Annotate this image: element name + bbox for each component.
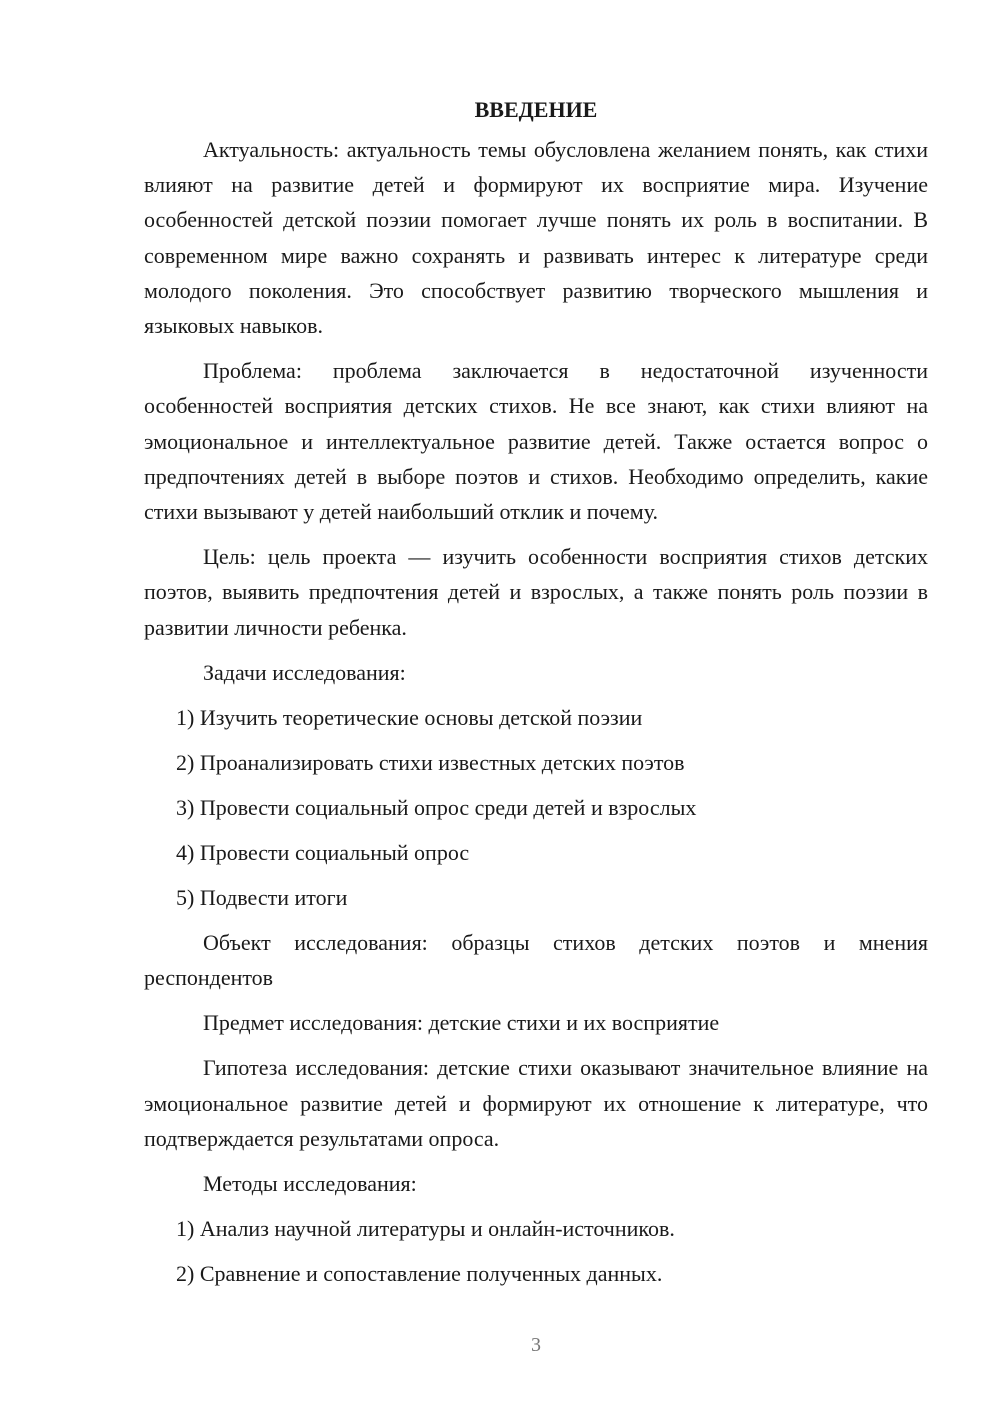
list-item: 5) Подвести итоги (176, 884, 348, 910)
object-paragraph: Объект исследования: образцы стихов детских поэтов и мнения респондентов (144, 929, 928, 991)
list-item: 1) Анализ научной литературы и онлайн-источников. (176, 1216, 675, 1242)
goal-paragraph: Цель: цель проекта — изучить особенности восприятия стихов детских поэтов, выявить предпочтения детей и взрослых, а также понять роль поэзии в развитии личности ребенка. (144, 544, 928, 640)
list-item: 1) Изучить теоретические основы детской поэзии (176, 704, 643, 730)
page-number: 3 (531, 1334, 541, 1356)
subject-paragraph: Предмет исследования: детские стихи и их восприятие (203, 1010, 720, 1036)
list-item: 4) Провести социальный опрос (176, 839, 470, 865)
section-title: ВВЕДЕНИЕ (474, 97, 598, 122)
methods-list (144, 1211, 928, 1291)
document-page (144, 92, 928, 1301)
relevance-paragraph: Актуальность: актуальность темы обусловлена желанием понять, как стихи влияют на развитие детей и формируют их восприятие мира. Изучение особенностей детской поэзии помогает лучше понять их роль в воспитании. В современном мире важно сохранять и развивать интерес к литературе среди молодого поколения. Это способствует развитию творческого мышления и языковых навыков. (144, 137, 928, 339)
problem-paragraph: Проблема: проблема заключается в недостаточной изученности особенностей восприятия детских стихов. Не все знают, как стихи влияют на эмоциональное и интеллектуальное развитие детей. Также остается вопрос о предпочтениях детей в выборе поэтов и стихов. Необходимо определить, какие стихи вызывают у детей наибольший отклик и почему. (144, 358, 928, 525)
tasks-label: Задачи исследования: (203, 659, 406, 685)
methods-label: Методы исследования: (203, 1171, 417, 1197)
list-item: 2) Проанализировать стихи известных детских поэтов (176, 749, 685, 775)
hypothesis-paragraph: Гипотеза исследования: детские стихи оказывают значительное влияние на эмоциональное развитие детей и формируют их отношение к литературе, что подтверждается результатами опроса. (144, 1055, 928, 1151)
tasks-list (144, 700, 928, 915)
list-item: 2) Сравнение и сопоставление полученных данных. (176, 1261, 663, 1287)
list-item: 3) Провести социальный опрос среди детей и взрослых (176, 794, 697, 820)
